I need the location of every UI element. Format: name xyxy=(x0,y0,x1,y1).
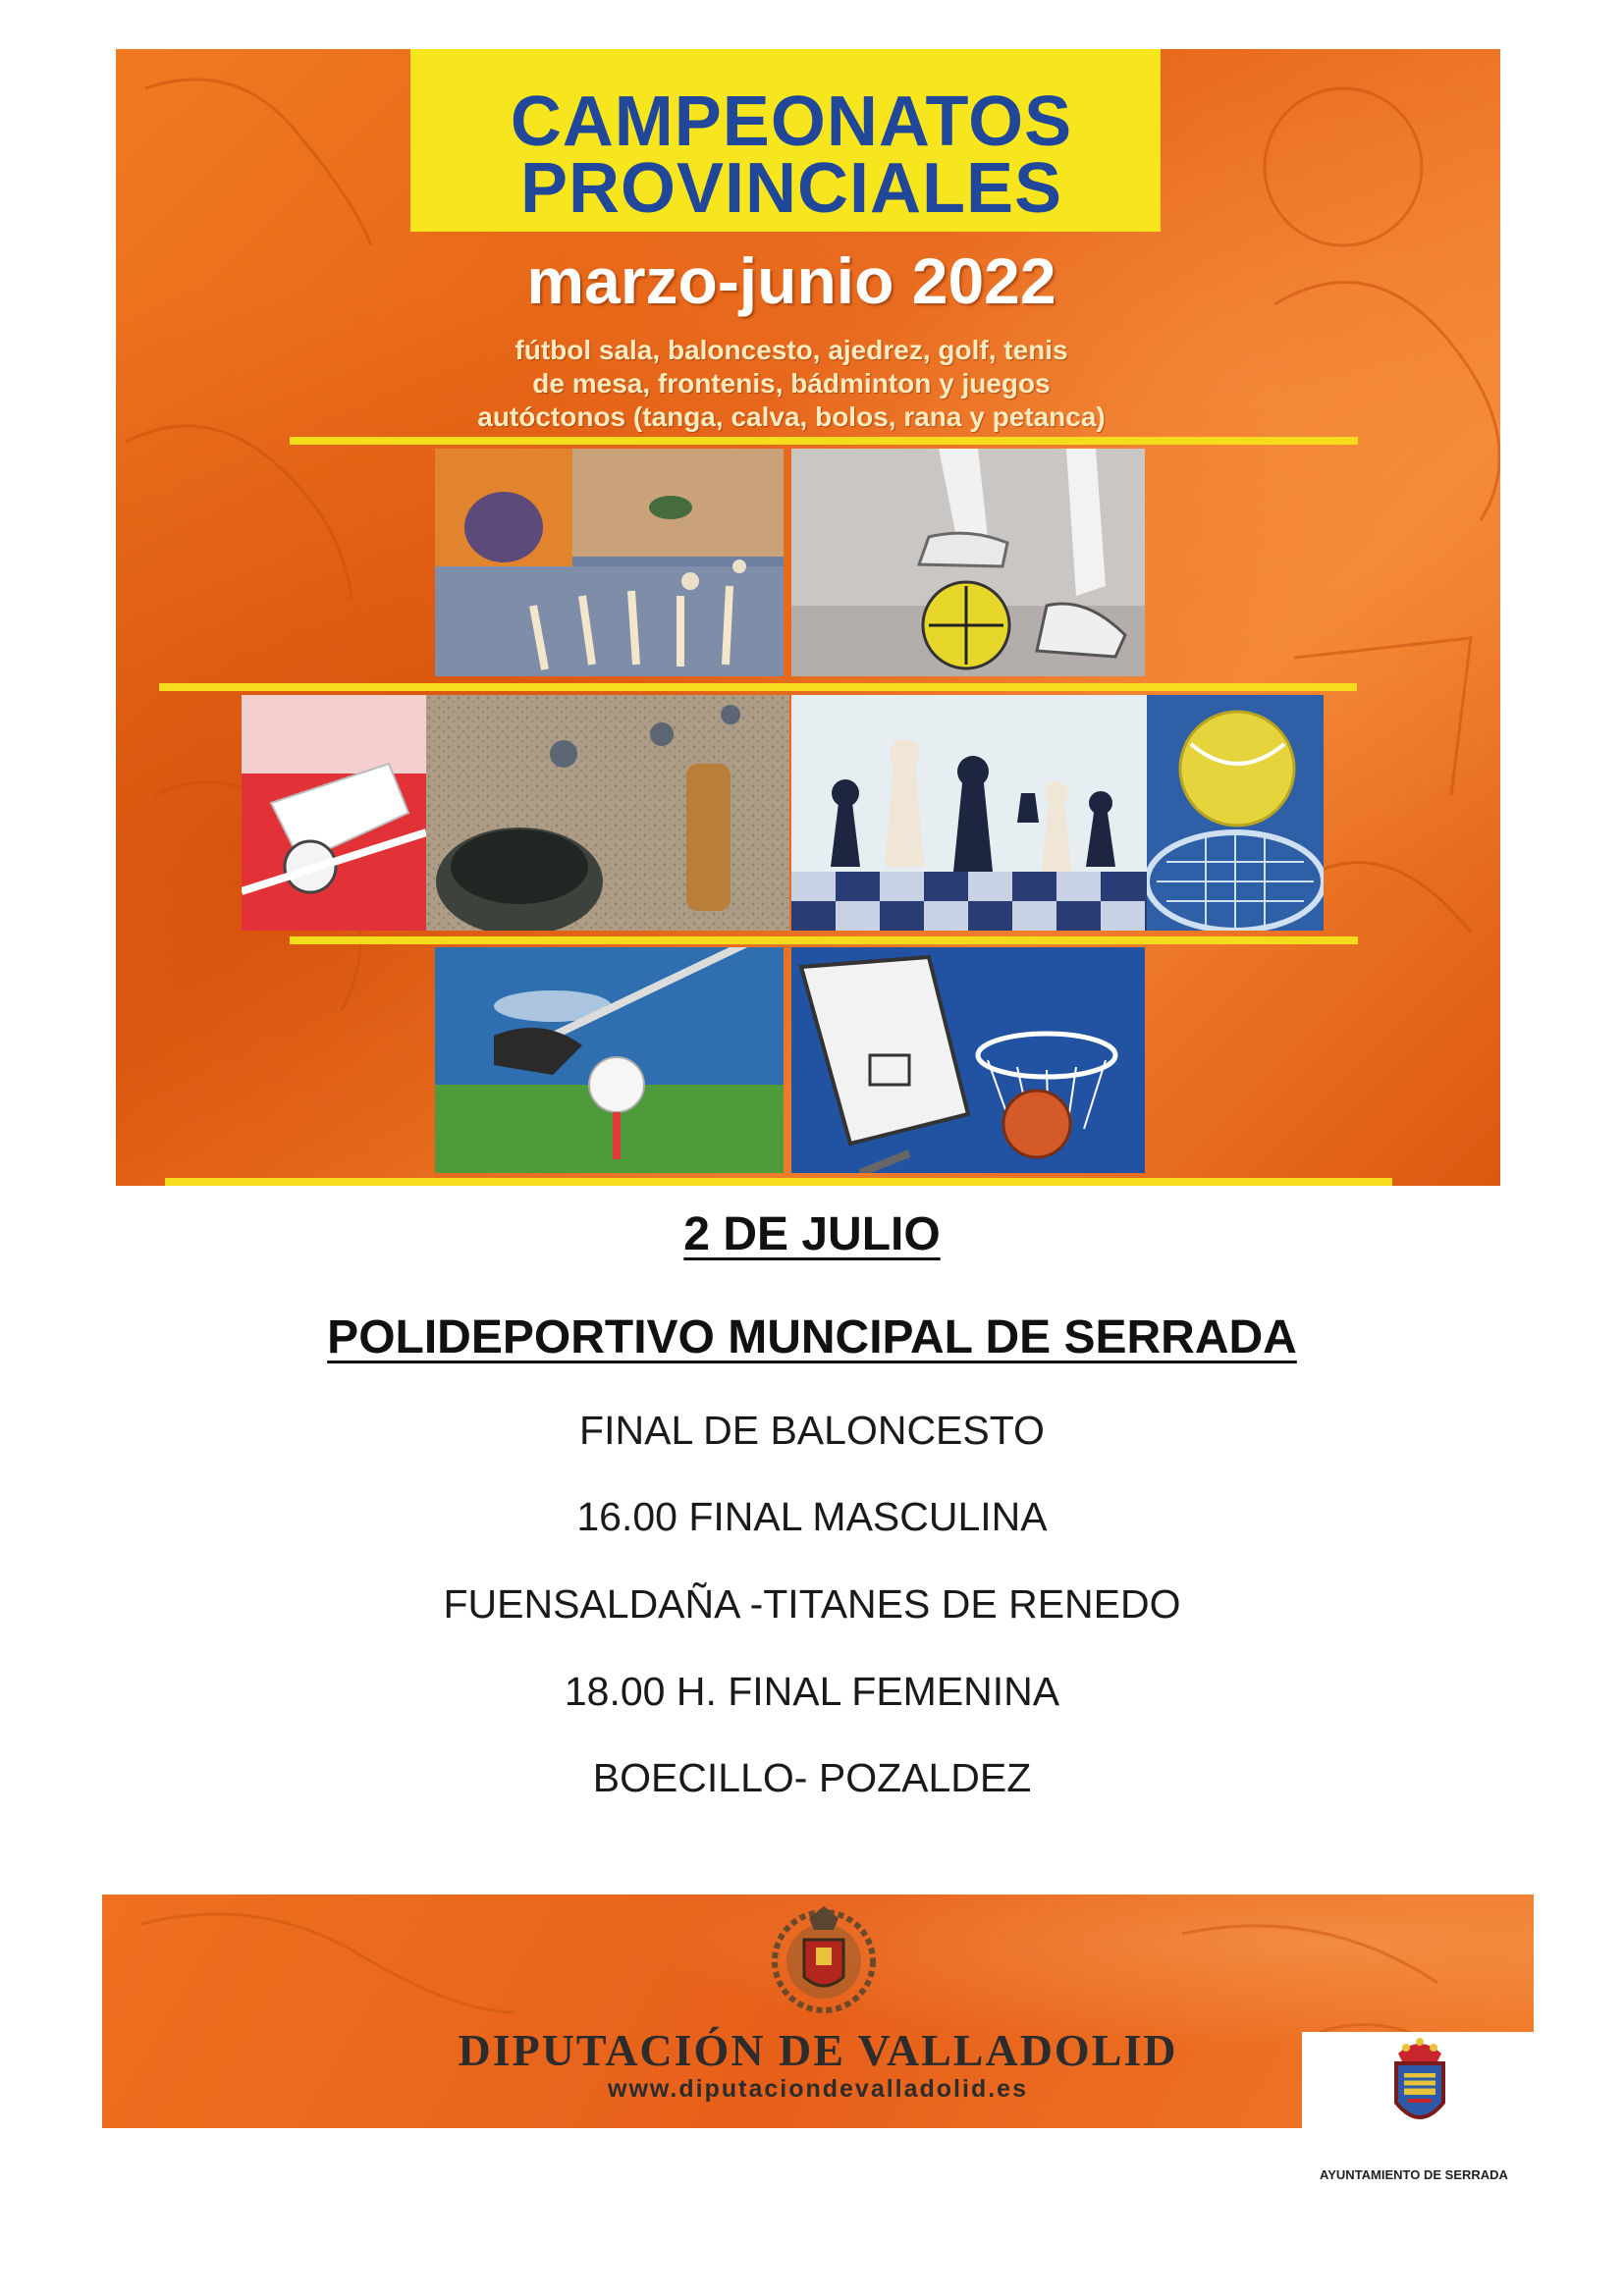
yellow-band xyxy=(290,437,1358,445)
yellow-band xyxy=(290,936,1358,944)
sports-line: de mesa, frontenis, bádminton y juegos xyxy=(532,368,1051,399)
title-line-1: CAMPEONATOS xyxy=(510,82,1073,161)
event-date xyxy=(0,1207,1624,1261)
yellow-band xyxy=(159,683,1357,691)
event-venue xyxy=(0,1310,1624,1364)
diputacion-emblem-icon xyxy=(770,1900,878,2018)
tile-futbol-sala xyxy=(791,449,1145,676)
event-line: 18.00 H. FINAL FEMENINA xyxy=(564,1669,1060,1714)
diputacion-name: DIPUTACIÓN DE VALLADOLID xyxy=(458,2025,1178,2075)
tile-badminton xyxy=(242,695,426,931)
event-line: BOECILLO- POZALDEZ xyxy=(592,1755,1032,1800)
event-line: FUENSALDAÑA -TITANES DE RENEDO xyxy=(443,1581,1181,1627)
event-line: 16.00 FINAL MASCULINA xyxy=(576,1494,1048,1539)
event-date-text: 2 DE JULIO xyxy=(683,1208,941,1260)
sports-line: autóctonos (tanga, calva, bolos, rana y petanca) xyxy=(477,401,1106,432)
town-crest-box xyxy=(1302,2032,1534,2138)
poster-image xyxy=(116,49,1500,1186)
yellow-band xyxy=(165,1178,1392,1186)
tile-tenis xyxy=(1147,695,1324,931)
tile-petanca xyxy=(426,695,789,931)
sports-list xyxy=(428,334,1155,434)
town-hall-label: AYUNTAMIENTO DE SERRADA xyxy=(1320,2167,1508,2182)
event-venue-text: POLIDEPORTIVO MUNCIPAL DE SERRADA xyxy=(327,1311,1297,1363)
tile-rana-bolos xyxy=(435,449,784,676)
title-line-2: PROVINCIALES xyxy=(519,149,1063,228)
tile-ajedrez xyxy=(791,695,1147,931)
diputacion-website: www.diputaciondevalladolid.es xyxy=(608,2075,1028,2103)
championship-dates: marzo-junio 2022 xyxy=(526,244,1056,317)
tile-baloncesto xyxy=(791,947,1145,1173)
tile-golf xyxy=(435,947,784,1173)
sports-line: fútbol sala, baloncesto, ajedrez, golf, tenis xyxy=(514,335,1068,365)
event-line: FINAL DE BALONCESTO xyxy=(579,1408,1045,1453)
serrada-coat-of-arms-icon xyxy=(1386,2034,1453,2136)
